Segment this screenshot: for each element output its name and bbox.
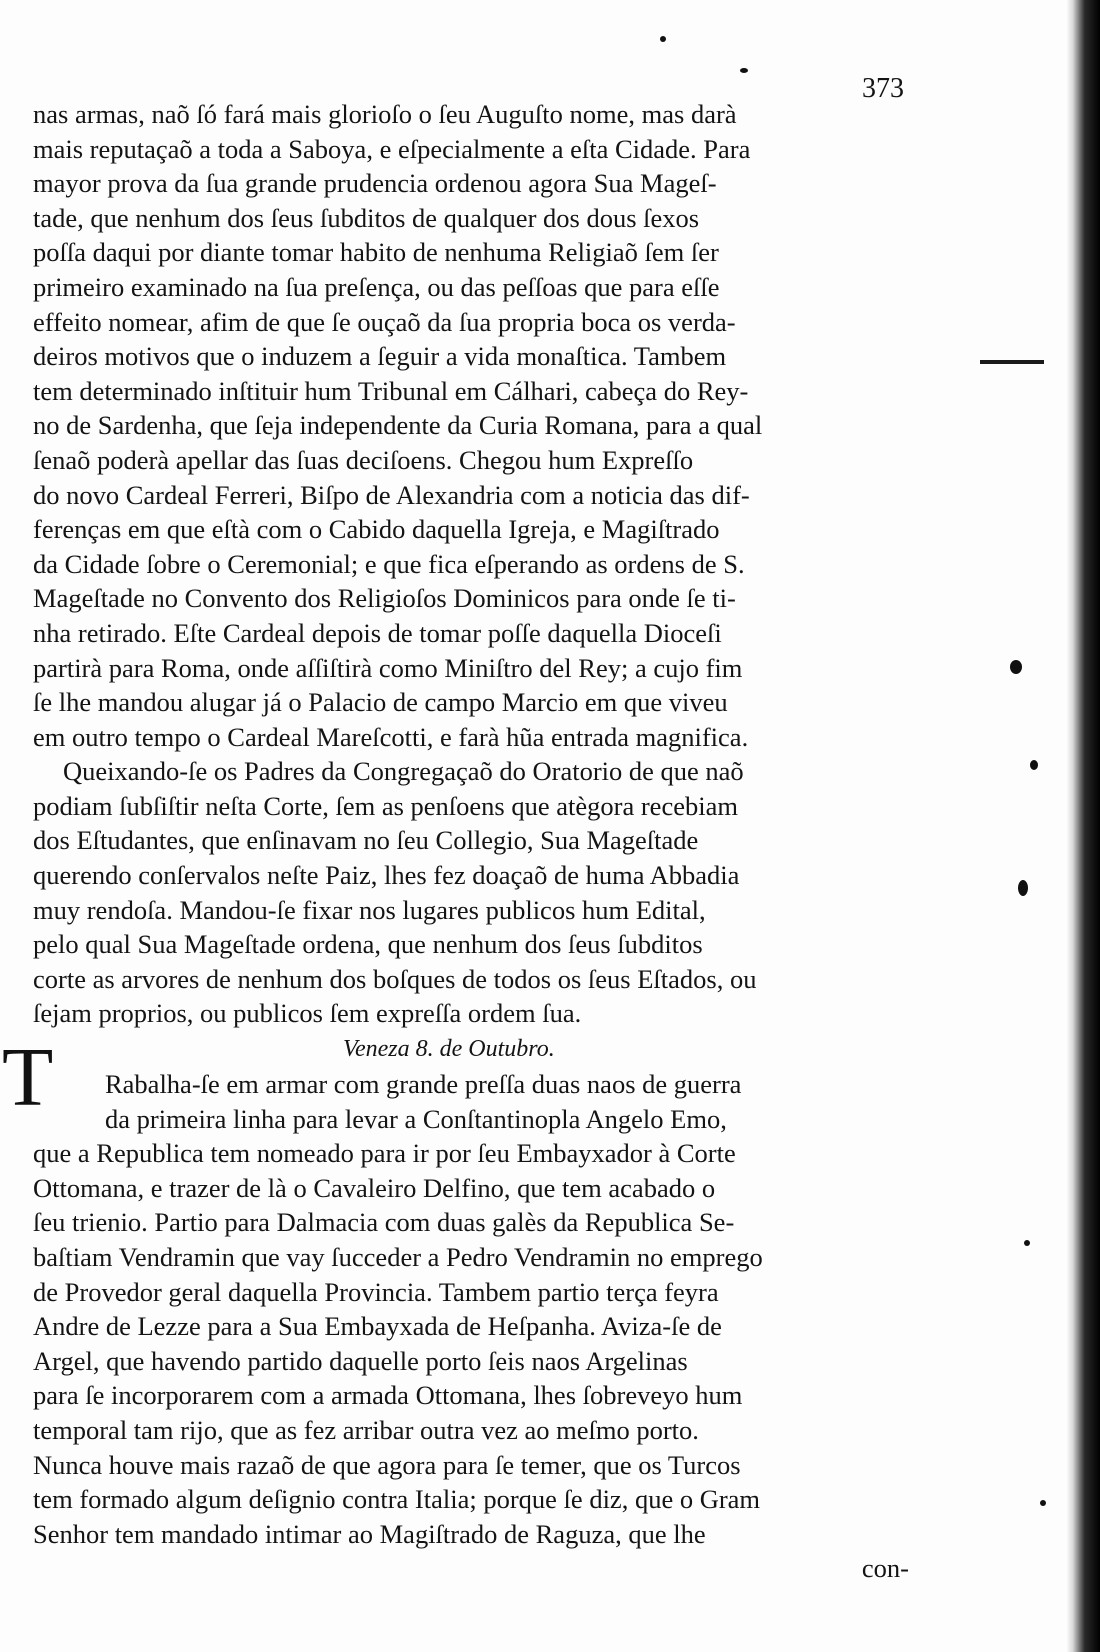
text-line: temporal tam rijo, que as fez arribar outra vez ao meſmo porto. — [33, 1414, 699, 1445]
text-line: poſſa daqui por diante tomar habito de nenhuma Religiaõ ſem ſer — [33, 237, 719, 268]
text-line: nas armas, naõ ſó fará mais glorioſo o ſeu Auguſto nome, mas darà — [33, 99, 737, 129]
text-line: Argel, que havendo partido daquelle porto ſeis naos Argelinas — [33, 1345, 688, 1376]
text-line: ferenças em que eſtà com o Cabido daquella Igreja, e Magiſtrado — [33, 514, 720, 545]
text-line: tem determinado inſtituir hum Tribunal em Cálhari, cabeça do Rey- — [33, 375, 749, 406]
text-line: muy rendoſa. Mandou-ſe fixar nos lugares publicos hum Edital, — [33, 894, 706, 925]
text-line: para ſe incorporarem com a armada Ottomana, lhes ſobreveyo hum — [33, 1380, 743, 1411]
text-line: effeito nomear, afim de que ſe ouçaõ da ſua propria boca os verda- — [33, 306, 736, 337]
paragraph-oratory-fathers — [33, 754, 913, 1031]
text-line: Andre de Lezze para a Sua Embayxada de Heſpanha. Aviza-ſe de — [33, 1311, 722, 1342]
text-line: ſejam proprios, ou publicos ſem expreſſa ordem ſua. — [33, 998, 582, 1029]
article-body — [33, 97, 913, 1586]
text-line: tade, que nenhum dos ſeus ſubditos de qualquer dos dous ſexos — [33, 202, 700, 233]
ink-speck — [1030, 760, 1038, 770]
ink-speck — [660, 36, 666, 42]
text-line: do novo Cardeal Ferreri, Biſpo de Alexandria com a noticia das dif- — [33, 479, 750, 510]
text-line: mais reputaçaõ a toda a Saboya, e eſpecialmente a eſta Cidade. Para — [33, 133, 751, 164]
ink-speck — [740, 68, 748, 73]
page-number: 373 — [862, 73, 904, 104]
text-line: que a Republica tem nomeado para ir por ſeu Embayxador à Corte — [33, 1138, 736, 1169]
text-line: ſeu trienio. Partio para Dalmacia com duas galès da Republica Se- — [33, 1207, 735, 1238]
text-line: podiam ſubſiſtir neſta Corte, ſem as penſoens que atègora recebiam — [33, 790, 738, 821]
text-line: deiros motivos que o induzem a ſeguir a vida monaſtica. Tambem — [33, 341, 727, 372]
text-line: no de Sardenha, que ſeja independente da Curia Romana, para a qual — [33, 410, 763, 441]
text-line: mayor prova da ſua grande prudencia ordenou agora Sua Mageſ- — [33, 168, 717, 199]
text-line: da primeira linha para levar a Conſtantinopla Angelo Emo, — [105, 1103, 727, 1134]
text-line: tem formado algum deſignio contra Italia; porque ſe diz, que o Gram — [33, 1484, 761, 1515]
text-line: querendo conſervalos neſte Paiz, lhes fez doaçaõ de huma Abbadia — [33, 860, 740, 891]
text-line: Nunca houve mais razaõ de que agora para ſe temer, que os Turcos — [33, 1449, 741, 1480]
paragraph-venice-news — [33, 1067, 913, 1551]
text-line: primeiro examinado na ſua preſença, ou das peſſoas que para eſſe — [33, 271, 720, 302]
text-line: Mageſtade no Convento dos Religioſos Dominicos para onde ſe ti- — [33, 583, 736, 614]
text-line: da Cidade ſobre o Ceremonial; e que fica eſperando as ordens de S. — [33, 548, 745, 579]
ink-speck — [1040, 1500, 1046, 1506]
text-line: pelo qual Sua Mageſtade ordena, que nenhum dos ſeus ſubditos — [33, 929, 703, 960]
ink-speck — [1010, 660, 1022, 674]
scan-mark — [980, 360, 1044, 364]
text-line: Queixando-ſe os Padres da Congregaçaõ do Oratorio de que naõ — [63, 756, 744, 787]
ink-speck — [1024, 1240, 1030, 1246]
scan-dark-margin — [1066, 0, 1100, 1652]
text-line: baſtiam Vendramin que vay ſucceder a Pedro Vendramin no emprego — [33, 1242, 763, 1272]
text-line: Senhor tem mandado intimar ao Magiſtrado de Raguza, que lhe — [33, 1518, 706, 1549]
text-line: dos Eſtudantes, que enſinavam no ſeu Collegio, Sua Mageſtade — [33, 825, 699, 856]
text-line: de Provedor geral daquella Provincia. Tambem partio terça feyra — [33, 1276, 719, 1307]
dateline-heading: Veneza 8. de Outubro. — [343, 1036, 555, 1063]
text-line: ſenaõ poderà apellar das ſuas deciſoens. Chegou hum Expreſſo — [33, 444, 694, 475]
text-line: Ottomana, e trazer de là o Cavaleiro Delfino, que tem acabado o — [33, 1172, 716, 1203]
catchword: con- — [861, 1553, 909, 1584]
text-line: em outro tempo o Cardeal Mareſcotti, e farà hũa entrada magnifica. — [33, 721, 749, 752]
drop-cap-letter: T — [2, 1031, 54, 1124]
text-line: nha retirado. Eſte Cardeal depois de tomar poſſe daquella Dioceſi — [33, 617, 722, 648]
text-line: partirà para Roma, onde aſſiſtirà como Miniſtro del Rey; a cujo fim — [33, 652, 743, 683]
text-line: corte as arvores de nenhum dos boſques de todos os ſeus Eſtados, ou — [33, 963, 757, 994]
paragraph-savoy-news — [33, 97, 913, 754]
text-line: ſe lhe mandou alugar já o Palacio de campo Marcio em que viveu — [33, 687, 728, 718]
text-line: Rabalha-ſe em armar com grande preſſa duas naos de guerra — [105, 1069, 742, 1100]
ink-speck — [1018, 880, 1028, 896]
